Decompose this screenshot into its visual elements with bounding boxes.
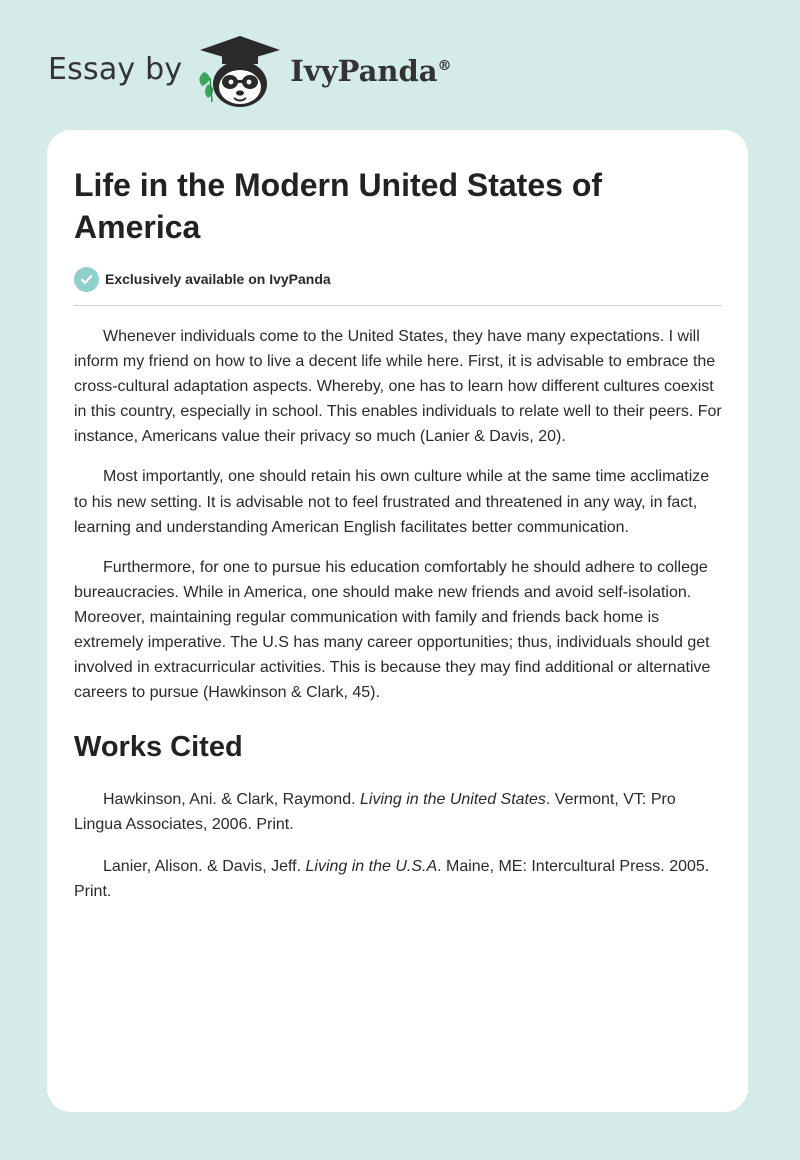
- paragraph: Most importantly, one should retain his own culture while at the same time acclimatize to his new setting. It is advisable not to feel frustrated and threatened in any way, in fact, learning and understanding American English facilitates better communication.: [74, 468, 710, 536]
- paragraph: Furthermore, for one to pursue his education comfortably he should adhere to college bureaucracies. While in America, one should make new friends and avoid self-isolation. Moreover, maintaining regular communication with family and friends back home is extremely imperative. The U.S has many career opportunities; thus, individuals should get involved in extracurricular activities. This is because they may find additional or alternative careers to pursue (Hawkinson & Clark, 45).: [74, 558, 711, 702]
- works-cited-heading: Works Cited: [74, 731, 243, 764]
- panda-graduate-icon[interactable]: [194, 32, 286, 112]
- brand-name[interactable]: [290, 54, 451, 88]
- check-icon: [74, 267, 99, 292]
- citation-rest: . Vermont, VT: Pro Lingua Associates, 2006. Print.: [74, 791, 676, 834]
- site-header: [48, 32, 452, 112]
- citation: [74, 854, 722, 904]
- citation-authors: Lanier, Alison. & Davis, Jeff.: [103, 858, 306, 876]
- registered-mark: ®: [437, 58, 452, 74]
- essay-by-label: Essay by: [48, 51, 183, 87]
- citation: [74, 787, 722, 837]
- divider: [74, 305, 722, 306]
- brand-text: IvyPanda: [290, 54, 438, 88]
- exclusive-label: Exclusively available on IvyPanda: [105, 271, 331, 287]
- citation-authors: Hawkinson, Ani. & Clark, Raymond.: [103, 791, 360, 809]
- exclusive-badge: [74, 266, 722, 292]
- page-title: Life in the Modern United States of America: [74, 167, 603, 245]
- citation-title: Living in the U.S.A: [305, 858, 438, 876]
- citation-rest: . Maine, ME: Intercultural Press. 2005. Print.: [74, 858, 710, 901]
- citation-title: Living in the United States: [360, 791, 546, 809]
- essay-card: [47, 130, 748, 1112]
- paragraph: Whenever individuals come to the United States, they have many expectations. I will inform my friend on how to live a decent life while here. First, it is advisable to embrace the cross-cultural adaptation aspects. Whereby, one has to learn how different cultures coexist in this country, especially in school. This enables individuals to relate well to their peers. For instance, Americans value their privacy so much (Lanier & Davis, 20).: [74, 328, 722, 446]
